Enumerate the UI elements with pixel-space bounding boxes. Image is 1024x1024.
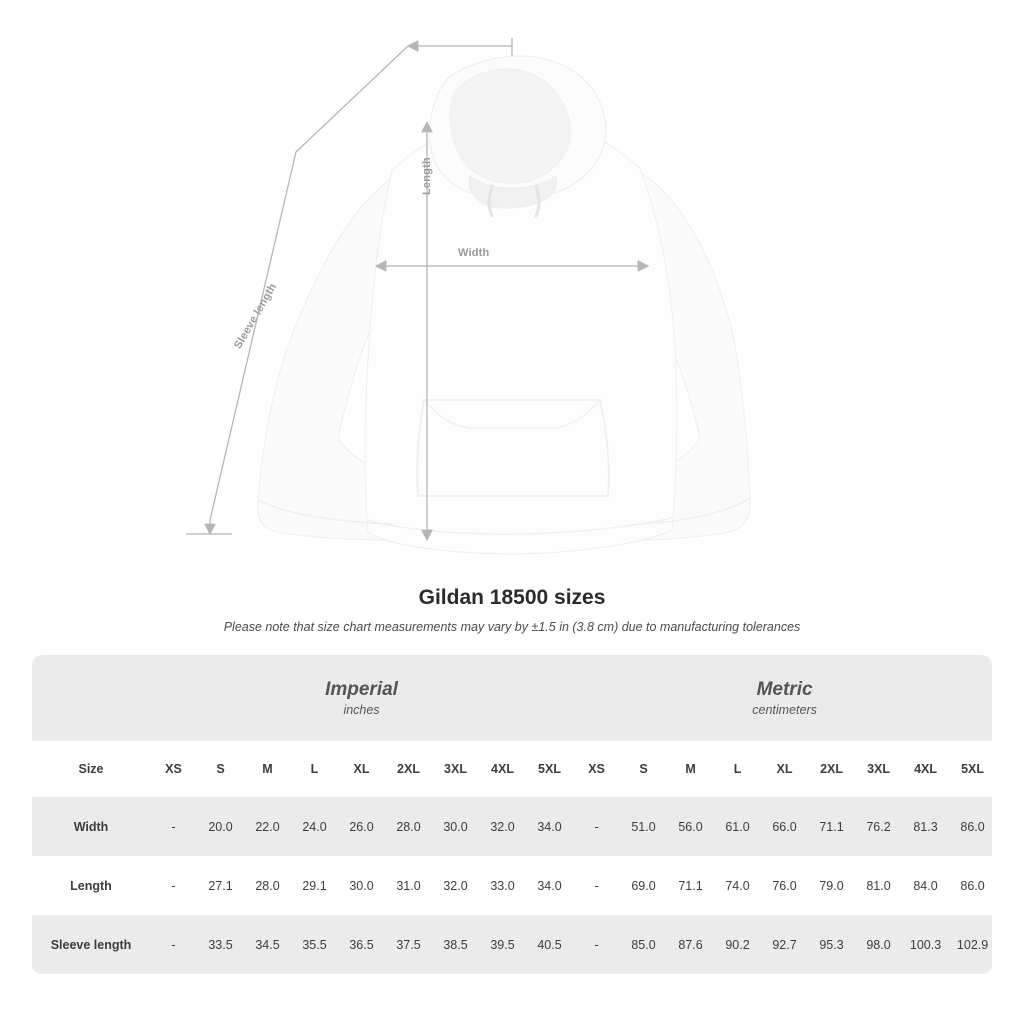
tolerance-note: Please note that size chart measurements may vary by ±1.5 in (3.8 cm) due to manufacturing tolerances bbox=[223, 620, 801, 634]
metric-name: Metric bbox=[756, 679, 813, 701]
cell-sleeve-imperial-4xl: 39.5 bbox=[479, 915, 526, 974]
cell-length-metric-3xl: 81.0 bbox=[855, 856, 902, 915]
size-header-imperial-3xl: 3XL bbox=[432, 741, 479, 797]
cell-sleeve-imperial-5xl: 40.5 bbox=[526, 915, 573, 974]
size-header-imperial-m: M bbox=[244, 741, 291, 797]
cell-sleeve-imperial-m: 34.5 bbox=[244, 915, 291, 974]
row-label-width: Width bbox=[32, 797, 150, 856]
cell-sleeve-imperial-2xl: 37.5 bbox=[385, 915, 432, 974]
cell-length-metric-2xl: 79.0 bbox=[808, 856, 855, 915]
cell-length-metric-l: 74.0 bbox=[714, 856, 761, 915]
table-row bbox=[32, 856, 992, 915]
size-header-metric-5xl: 5XL bbox=[949, 741, 992, 797]
unit-system-spacer bbox=[32, 655, 150, 741]
cell-sleeve-imperial-l: 35.5 bbox=[291, 915, 338, 974]
cell-width-imperial-5xl: 34.0 bbox=[526, 797, 573, 856]
size-header-metric-xl: XL bbox=[761, 741, 808, 797]
cell-sleeve-metric-4xl: 100.3 bbox=[902, 915, 949, 974]
cell-length-metric-xl: 76.0 bbox=[761, 856, 808, 915]
cell-sleeve-metric-xs: - bbox=[573, 915, 620, 974]
cell-sleeve-metric-s: 85.0 bbox=[620, 915, 667, 974]
cell-width-imperial-m: 22.0 bbox=[244, 797, 291, 856]
size-header-row bbox=[32, 741, 992, 797]
unit-system-metric bbox=[573, 655, 992, 741]
cell-length-imperial-s: 27.1 bbox=[197, 856, 244, 915]
size-header-imperial-5xl: 5XL bbox=[526, 741, 573, 797]
imperial-unit: inches bbox=[343, 702, 380, 717]
cell-width-imperial-l: 24.0 bbox=[291, 797, 338, 856]
cell-sleeve-metric-3xl: 98.0 bbox=[855, 915, 902, 974]
cell-length-metric-4xl: 84.0 bbox=[902, 856, 949, 915]
cell-sleeve-metric-l: 90.2 bbox=[714, 915, 761, 974]
imperial-name: Imperial bbox=[325, 679, 398, 701]
cell-width-metric-xs: - bbox=[573, 797, 620, 856]
cell-sleeve-imperial-xl: 36.5 bbox=[338, 915, 385, 974]
cell-width-metric-xl: 66.0 bbox=[761, 797, 808, 856]
cell-length-imperial-5xl: 34.0 bbox=[526, 856, 573, 915]
unit-system-header-row bbox=[32, 655, 992, 741]
cell-sleeve-metric-5xl: 102.9 bbox=[949, 915, 992, 974]
cell-sleeve-imperial-s: 33.5 bbox=[197, 915, 244, 974]
cell-sleeve-metric-m: 87.6 bbox=[667, 915, 714, 974]
cell-length-imperial-4xl: 33.0 bbox=[479, 856, 526, 915]
size-header-imperial-l: L bbox=[291, 741, 338, 797]
cell-sleeve-metric-xl: 92.7 bbox=[761, 915, 808, 974]
size-header-imperial-s: S bbox=[197, 741, 244, 797]
size-header-label: Size bbox=[32, 741, 150, 797]
cell-width-metric-4xl: 81.3 bbox=[902, 797, 949, 856]
length-dimension-label: Length bbox=[421, 157, 433, 195]
cell-width-metric-3xl: 76.2 bbox=[855, 797, 902, 856]
page-title: Gildan 18500 sizes bbox=[418, 586, 606, 609]
size-header-metric-m: M bbox=[667, 741, 714, 797]
cell-width-imperial-3xl: 30.0 bbox=[432, 797, 479, 856]
size-table-container bbox=[32, 655, 992, 974]
size-header-metric-3xl: 3XL bbox=[855, 741, 902, 797]
cell-width-imperial-s: 20.0 bbox=[197, 797, 244, 856]
width-dimension-label: Width bbox=[458, 247, 490, 259]
table-row bbox=[32, 915, 992, 974]
cell-length-metric-s: 69.0 bbox=[620, 856, 667, 915]
cell-width-imperial-xl: 26.0 bbox=[338, 797, 385, 856]
cell-width-metric-s: 51.0 bbox=[620, 797, 667, 856]
size-header-metric-xs: XS bbox=[573, 741, 620, 797]
size-header-metric-2xl: 2XL bbox=[808, 741, 855, 797]
row-label-length: Length bbox=[32, 856, 150, 915]
size-header-imperial-2xl: 2XL bbox=[385, 741, 432, 797]
cell-length-imperial-xs: - bbox=[150, 856, 197, 915]
unit-system-imperial bbox=[150, 655, 573, 741]
size-header-metric-s: S bbox=[620, 741, 667, 797]
size-header-imperial-xs: XS bbox=[150, 741, 197, 797]
sleeve-length-dimension-label: Sleeve length bbox=[232, 281, 280, 351]
cell-length-imperial-l: 29.1 bbox=[291, 856, 338, 915]
cell-width-imperial-4xl: 32.0 bbox=[479, 797, 526, 856]
size-header-imperial-4xl: 4XL bbox=[479, 741, 526, 797]
cell-width-imperial-2xl: 28.0 bbox=[385, 797, 432, 856]
cell-length-imperial-m: 28.0 bbox=[244, 856, 291, 915]
title-block bbox=[0, 586, 1024, 634]
cell-length-metric-xs: - bbox=[573, 856, 620, 915]
size-header-metric-4xl: 4XL bbox=[902, 741, 949, 797]
size-header-imperial-xl: XL bbox=[338, 741, 385, 797]
cell-sleeve-metric-2xl: 95.3 bbox=[808, 915, 855, 974]
cell-width-metric-2xl: 71.1 bbox=[808, 797, 855, 856]
table-row bbox=[32, 797, 992, 856]
size-table bbox=[32, 655, 992, 974]
row-label-sleeve-length: Sleeve length bbox=[32, 915, 150, 974]
cell-sleeve-imperial-3xl: 38.5 bbox=[432, 915, 479, 974]
hoodie-shape bbox=[258, 56, 750, 554]
cell-width-metric-l: 61.0 bbox=[714, 797, 761, 856]
cell-length-imperial-2xl: 31.0 bbox=[385, 856, 432, 915]
metric-unit: centimeters bbox=[752, 702, 817, 717]
cell-width-imperial-xs: - bbox=[150, 797, 197, 856]
cell-length-imperial-3xl: 32.0 bbox=[432, 856, 479, 915]
size-header-metric-l: L bbox=[714, 741, 761, 797]
cell-width-metric-m: 56.0 bbox=[667, 797, 714, 856]
cell-sleeve-imperial-xs: - bbox=[150, 915, 197, 974]
cell-length-imperial-xl: 30.0 bbox=[338, 856, 385, 915]
cell-length-metric-5xl: 86.0 bbox=[949, 856, 992, 915]
cell-length-metric-m: 71.1 bbox=[667, 856, 714, 915]
cell-width-metric-5xl: 86.0 bbox=[949, 797, 992, 856]
